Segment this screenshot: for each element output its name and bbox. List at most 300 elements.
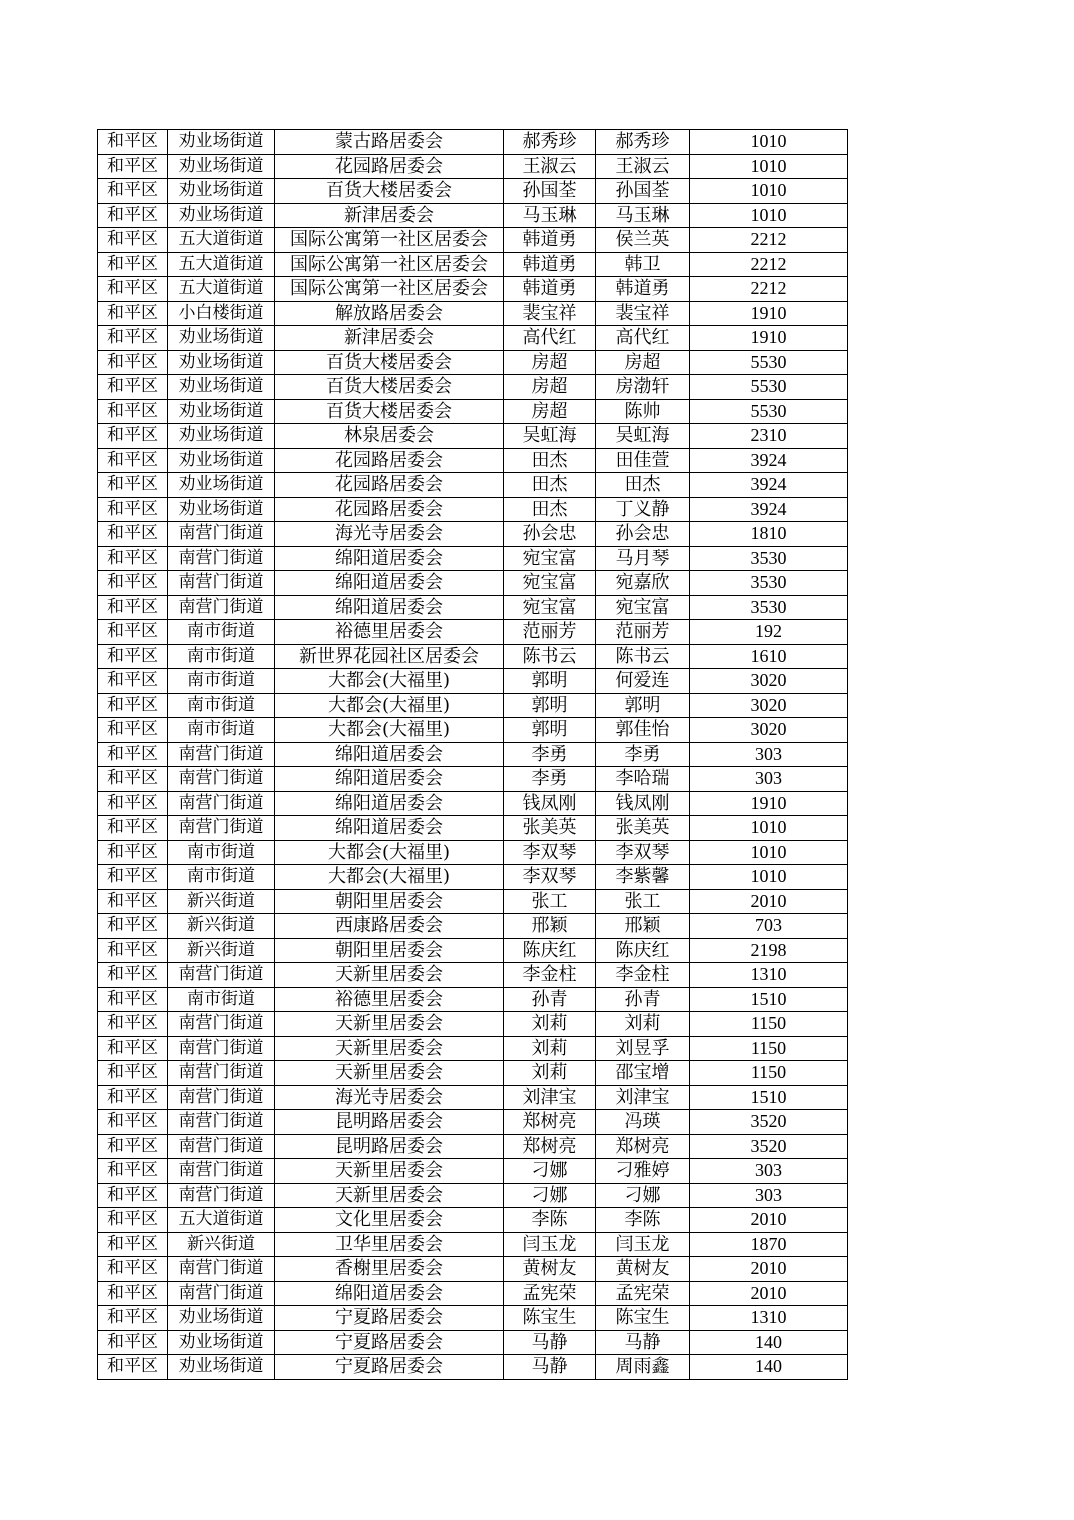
member-cell: 李陈 [596, 1208, 690, 1233]
householder-cell: 李金柱 [504, 963, 596, 988]
amount-cell: 1150 [690, 1036, 848, 1061]
amount-cell: 3020 [690, 693, 848, 718]
table-row [98, 1257, 848, 1282]
street-cell: 劝业场街道 [168, 448, 275, 473]
committee-cell: 昆明路居委会 [275, 1134, 504, 1159]
table-row [98, 693, 848, 718]
district-cell: 和平区 [98, 203, 168, 228]
committee-cell: 花园路居委会 [275, 473, 504, 498]
district-cell: 和平区 [98, 1159, 168, 1184]
district-cell: 和平区 [98, 522, 168, 547]
district-cell: 和平区 [98, 1281, 168, 1306]
amount-cell: 140 [690, 1330, 848, 1355]
householder-cell: 刘莉 [504, 1012, 596, 1037]
member-cell: 田佳萱 [596, 448, 690, 473]
street-cell: 南营门街道 [168, 522, 275, 547]
member-cell: 韩道勇 [596, 277, 690, 302]
street-cell: 南营门街道 [168, 963, 275, 988]
householder-cell: 张工 [504, 889, 596, 914]
member-cell: 郝秀珍 [596, 130, 690, 155]
street-cell: 劝业场街道 [168, 203, 275, 228]
district-cell: 和平区 [98, 277, 168, 302]
street-cell: 劝业场街道 [168, 1330, 275, 1355]
district-cell: 和平区 [98, 595, 168, 620]
member-cell: 高代红 [596, 326, 690, 351]
committee-cell: 国际公寓第一社区居委会 [275, 277, 504, 302]
householder-cell: 刘莉 [504, 1061, 596, 1086]
householder-cell: 马玉琳 [504, 203, 596, 228]
district-cell: 和平区 [98, 301, 168, 326]
table-row [98, 644, 848, 669]
committee-cell: 卫华里居委会 [275, 1232, 504, 1257]
street-cell: 南营门街道 [168, 1085, 275, 1110]
householder-cell: 邢颖 [504, 914, 596, 939]
committee-cell: 大都会(大福里) [275, 865, 504, 890]
member-cell: 吴虹海 [596, 424, 690, 449]
table-row [98, 767, 848, 792]
member-cell: 宛嘉欣 [596, 571, 690, 596]
committee-cell: 绵阳道居委会 [275, 791, 504, 816]
member-cell: 陈帅 [596, 399, 690, 424]
district-cell: 和平区 [98, 644, 168, 669]
committee-cell: 林泉居委会 [275, 424, 504, 449]
amount-cell: 1810 [690, 522, 848, 547]
member-cell: 侯兰英 [596, 228, 690, 253]
member-cell: 闫玉龙 [596, 1232, 690, 1257]
member-cell: 陈庆红 [596, 938, 690, 963]
table-row [98, 669, 848, 694]
district-cell: 和平区 [98, 669, 168, 694]
amount-cell: 1150 [690, 1061, 848, 1086]
table-row [98, 595, 848, 620]
amount-cell: 1910 [690, 301, 848, 326]
amount-cell: 1010 [690, 865, 848, 890]
district-cell: 和平区 [98, 1257, 168, 1282]
member-cell: 周雨鑫 [596, 1355, 690, 1380]
householder-cell: 刁娜 [504, 1159, 596, 1184]
amount-cell: 5530 [690, 375, 848, 400]
committee-cell: 百货大楼居委会 [275, 375, 504, 400]
householder-cell: 郑树亮 [504, 1110, 596, 1135]
member-cell: 邵宝增 [596, 1061, 690, 1086]
amount-cell: 303 [690, 742, 848, 767]
householder-cell: 李双琴 [504, 865, 596, 890]
district-cell: 和平区 [98, 1061, 168, 1086]
district-cell: 和平区 [98, 963, 168, 988]
householder-cell: 田杰 [504, 448, 596, 473]
amount-cell: 1010 [690, 840, 848, 865]
committee-cell: 大都会(大福里) [275, 718, 504, 743]
committee-cell: 绵阳道居委会 [275, 742, 504, 767]
table-row [98, 228, 848, 253]
member-cell: 孙国荃 [596, 179, 690, 204]
member-cell: 陈书云 [596, 644, 690, 669]
committee-cell: 国际公寓第一社区居委会 [275, 228, 504, 253]
householder-cell: 陈庆红 [504, 938, 596, 963]
householder-cell: 张美英 [504, 816, 596, 841]
district-cell: 和平区 [98, 399, 168, 424]
member-cell: 马月琴 [596, 546, 690, 571]
member-cell: 黄树友 [596, 1257, 690, 1282]
table-row [98, 889, 848, 914]
committee-cell: 百货大楼居委会 [275, 350, 504, 375]
amount-cell: 2212 [690, 277, 848, 302]
table-row [98, 1012, 848, 1037]
street-cell: 南营门街道 [168, 791, 275, 816]
table-row [98, 938, 848, 963]
amount-cell: 2212 [690, 228, 848, 253]
amount-cell: 303 [690, 1183, 848, 1208]
district-cell: 和平区 [98, 228, 168, 253]
committee-cell: 海光寺居委会 [275, 1085, 504, 1110]
table-row [98, 742, 848, 767]
committee-cell: 新津居委会 [275, 203, 504, 228]
district-cell: 和平区 [98, 424, 168, 449]
street-cell: 劝业场街道 [168, 326, 275, 351]
householder-cell: 孙国荃 [504, 179, 596, 204]
table-row [98, 130, 848, 155]
amount-cell: 140 [690, 1355, 848, 1380]
table-row [98, 350, 848, 375]
householder-cell: 陈书云 [504, 644, 596, 669]
committee-cell: 新世界花园社区居委会 [275, 644, 504, 669]
member-cell: 邢颖 [596, 914, 690, 939]
member-cell: 张工 [596, 889, 690, 914]
amount-cell: 5530 [690, 350, 848, 375]
table-row [98, 154, 848, 179]
district-cell: 和平区 [98, 889, 168, 914]
street-cell: 南营门街道 [168, 1257, 275, 1282]
amount-cell: 2212 [690, 252, 848, 277]
committee-cell: 昆明路居委会 [275, 1110, 504, 1135]
committee-cell: 西康路居委会 [275, 914, 504, 939]
committee-cell: 朝阳里居委会 [275, 938, 504, 963]
amount-cell: 1310 [690, 1306, 848, 1331]
householder-cell: 郭明 [504, 693, 596, 718]
street-cell: 劝业场街道 [168, 399, 275, 424]
householder-cell: 孙青 [504, 987, 596, 1012]
committee-cell: 天新里居委会 [275, 1183, 504, 1208]
table-row [98, 571, 848, 596]
householder-cell: 王淑云 [504, 154, 596, 179]
member-cell: 刘津宝 [596, 1085, 690, 1110]
committee-cell: 花园路居委会 [275, 497, 504, 522]
district-cell: 和平区 [98, 865, 168, 890]
member-cell: 刘莉 [596, 1012, 690, 1037]
district-cell: 和平区 [98, 1110, 168, 1135]
member-cell: 李金柱 [596, 963, 690, 988]
table-row [98, 277, 848, 302]
committee-cell: 天新里居委会 [275, 1061, 504, 1086]
member-cell: 李勇 [596, 742, 690, 767]
district-cell: 和平区 [98, 742, 168, 767]
amount-cell: 3924 [690, 497, 848, 522]
amount-cell: 1010 [690, 203, 848, 228]
street-cell: 劝业场街道 [168, 473, 275, 498]
street-cell: 五大道街道 [168, 228, 275, 253]
amount-cell: 1010 [690, 130, 848, 155]
district-cell: 和平区 [98, 1306, 168, 1331]
householder-cell: 裴宝祥 [504, 301, 596, 326]
street-cell: 劝业场街道 [168, 154, 275, 179]
district-cell: 和平区 [98, 252, 168, 277]
member-cell: 冯瑛 [596, 1110, 690, 1135]
district-cell: 和平区 [98, 1208, 168, 1233]
street-cell: 劝业场街道 [168, 375, 275, 400]
member-cell: 宛宝富 [596, 595, 690, 620]
amount-cell: 2010 [690, 1281, 848, 1306]
householder-cell: 房超 [504, 399, 596, 424]
street-cell: 五大道街道 [168, 1208, 275, 1233]
committee-cell: 国际公寓第一社区居委会 [275, 252, 504, 277]
amount-cell: 3924 [690, 448, 848, 473]
committee-cell: 新津居委会 [275, 326, 504, 351]
district-cell: 和平区 [98, 1183, 168, 1208]
householder-cell: 田杰 [504, 497, 596, 522]
amount-cell: 3520 [690, 1110, 848, 1135]
data-table [97, 129, 848, 1380]
district-cell: 和平区 [98, 840, 168, 865]
table-row [98, 620, 848, 645]
member-cell: 孙会忠 [596, 522, 690, 547]
amount-cell: 2010 [690, 1208, 848, 1233]
householder-cell: 房超 [504, 350, 596, 375]
street-cell: 五大道街道 [168, 252, 275, 277]
committee-cell: 绵阳道居委会 [275, 546, 504, 571]
district-cell: 和平区 [98, 816, 168, 841]
district-cell: 和平区 [98, 571, 168, 596]
district-cell: 和平区 [98, 718, 168, 743]
table-row [98, 546, 848, 571]
district-cell: 和平区 [98, 914, 168, 939]
district-cell: 和平区 [98, 791, 168, 816]
householder-cell: 房超 [504, 375, 596, 400]
table-row [98, 1306, 848, 1331]
amount-cell: 3020 [690, 718, 848, 743]
amount-cell: 3924 [690, 473, 848, 498]
committee-cell: 绵阳道居委会 [275, 767, 504, 792]
householder-cell: 韩道勇 [504, 277, 596, 302]
street-cell: 新兴街道 [168, 889, 275, 914]
member-cell: 李哈瑞 [596, 767, 690, 792]
amount-cell: 1510 [690, 1085, 848, 1110]
street-cell: 南市街道 [168, 693, 275, 718]
householder-cell: 吴虹海 [504, 424, 596, 449]
district-cell: 和平区 [98, 375, 168, 400]
amount-cell: 1510 [690, 987, 848, 1012]
street-cell: 劝业场街道 [168, 424, 275, 449]
amount-cell: 3530 [690, 595, 848, 620]
householder-cell: 高代红 [504, 326, 596, 351]
committee-cell: 百货大楼居委会 [275, 179, 504, 204]
street-cell: 南营门街道 [168, 1012, 275, 1037]
member-cell: 裴宝祥 [596, 301, 690, 326]
street-cell: 南市街道 [168, 644, 275, 669]
table-row [98, 1061, 848, 1086]
committee-cell: 绵阳道居委会 [275, 1281, 504, 1306]
district-cell: 和平区 [98, 620, 168, 645]
district-cell: 和平区 [98, 1036, 168, 1061]
member-cell: 李双琴 [596, 840, 690, 865]
amount-cell: 1910 [690, 791, 848, 816]
committee-cell: 海光寺居委会 [275, 522, 504, 547]
member-cell: 郭佳怡 [596, 718, 690, 743]
member-cell: 田杰 [596, 473, 690, 498]
table-row [98, 840, 848, 865]
amount-cell: 303 [690, 1159, 848, 1184]
householder-cell: 李陈 [504, 1208, 596, 1233]
amount-cell: 3530 [690, 546, 848, 571]
committee-cell: 宁夏路居委会 [275, 1355, 504, 1380]
district-cell: 和平区 [98, 473, 168, 498]
committee-cell: 解放路居委会 [275, 301, 504, 326]
amount-cell: 1870 [690, 1232, 848, 1257]
householder-cell: 宛宝富 [504, 595, 596, 620]
street-cell: 五大道街道 [168, 277, 275, 302]
committee-cell: 天新里居委会 [275, 1012, 504, 1037]
street-cell: 劝业场街道 [168, 350, 275, 375]
committee-cell: 百货大楼居委会 [275, 399, 504, 424]
district-cell: 和平区 [98, 693, 168, 718]
member-cell: 孙青 [596, 987, 690, 1012]
table-row [98, 301, 848, 326]
street-cell: 南营门街道 [168, 1036, 275, 1061]
amount-cell: 703 [690, 914, 848, 939]
district-cell: 和平区 [98, 1134, 168, 1159]
committee-cell: 绵阳道居委会 [275, 816, 504, 841]
street-cell: 新兴街道 [168, 914, 275, 939]
member-cell: 张美英 [596, 816, 690, 841]
committee-cell: 天新里居委会 [275, 1036, 504, 1061]
street-cell: 南营门街道 [168, 595, 275, 620]
committee-cell: 大都会(大福里) [275, 693, 504, 718]
member-cell: 李紫馨 [596, 865, 690, 890]
table-row [98, 1281, 848, 1306]
member-cell: 房渤轩 [596, 375, 690, 400]
table-body [98, 130, 848, 1380]
street-cell: 劝业场街道 [168, 1355, 275, 1380]
householder-cell: 钱凤刚 [504, 791, 596, 816]
committee-cell: 宁夏路居委会 [275, 1306, 504, 1331]
street-cell: 劝业场街道 [168, 179, 275, 204]
amount-cell: 1150 [690, 1012, 848, 1037]
committee-cell: 蒙古路居委会 [275, 130, 504, 155]
street-cell: 南营门街道 [168, 546, 275, 571]
amount-cell: 1010 [690, 154, 848, 179]
street-cell: 南营门街道 [168, 1159, 275, 1184]
street-cell: 新兴街道 [168, 938, 275, 963]
table-row [98, 1232, 848, 1257]
table-row [98, 203, 848, 228]
district-cell: 和平区 [98, 154, 168, 179]
district-cell: 和平区 [98, 1355, 168, 1380]
committee-cell: 天新里居委会 [275, 1159, 504, 1184]
householder-cell: 田杰 [504, 473, 596, 498]
district-cell: 和平区 [98, 350, 168, 375]
street-cell: 南市街道 [168, 865, 275, 890]
householder-cell: 郑树亮 [504, 1134, 596, 1159]
district-cell: 和平区 [98, 497, 168, 522]
householder-cell: 孟宪荣 [504, 1281, 596, 1306]
amount-cell: 2010 [690, 889, 848, 914]
member-cell: 马玉琳 [596, 203, 690, 228]
member-cell: 刁娜 [596, 1183, 690, 1208]
committee-cell: 绵阳道居委会 [275, 571, 504, 596]
householder-cell: 陈宝生 [504, 1306, 596, 1331]
householder-cell: 马静 [504, 1330, 596, 1355]
householder-cell: 刁娜 [504, 1183, 596, 1208]
householder-cell: 李双琴 [504, 840, 596, 865]
street-cell: 南市街道 [168, 718, 275, 743]
table-row [98, 1208, 848, 1233]
table-row [98, 1110, 848, 1135]
street-cell: 劝业场街道 [168, 1306, 275, 1331]
street-cell: 南市街道 [168, 669, 275, 694]
householder-cell: 宛宝富 [504, 571, 596, 596]
committee-cell: 绵阳道居委会 [275, 595, 504, 620]
amount-cell: 1910 [690, 326, 848, 351]
street-cell: 南营门街道 [168, 571, 275, 596]
district-cell: 和平区 [98, 546, 168, 571]
householder-cell: 李勇 [504, 767, 596, 792]
amount-cell: 1010 [690, 179, 848, 204]
member-cell: 刁雅婷 [596, 1159, 690, 1184]
householder-cell: 马静 [504, 1355, 596, 1380]
committee-cell: 裕德里居委会 [275, 620, 504, 645]
table-row [98, 497, 848, 522]
member-cell: 陈宝生 [596, 1306, 690, 1331]
district-cell: 和平区 [98, 767, 168, 792]
table-row [98, 522, 848, 547]
committee-cell: 大都会(大福里) [275, 669, 504, 694]
street-cell: 南营门街道 [168, 1281, 275, 1306]
householder-cell: 郝秀珍 [504, 130, 596, 155]
member-cell: 王淑云 [596, 154, 690, 179]
householder-cell: 范丽芳 [504, 620, 596, 645]
householder-cell: 郭明 [504, 669, 596, 694]
table-row [98, 375, 848, 400]
amount-cell: 2310 [690, 424, 848, 449]
householder-cell: 刘莉 [504, 1036, 596, 1061]
table-row [98, 1183, 848, 1208]
householder-cell: 韩道勇 [504, 228, 596, 253]
householder-cell: 宛宝富 [504, 546, 596, 571]
table-row [98, 1134, 848, 1159]
amount-cell: 1610 [690, 644, 848, 669]
table-row [98, 963, 848, 988]
householder-cell: 韩道勇 [504, 252, 596, 277]
district-cell: 和平区 [98, 1012, 168, 1037]
householder-cell: 闫玉龙 [504, 1232, 596, 1257]
table-row [98, 252, 848, 277]
table-row [98, 448, 848, 473]
amount-cell: 1010 [690, 816, 848, 841]
street-cell: 南营门街道 [168, 1061, 275, 1086]
householder-cell: 郭明 [504, 718, 596, 743]
committee-cell: 大都会(大福里) [275, 840, 504, 865]
street-cell: 南营门街道 [168, 1134, 275, 1159]
street-cell: 南市街道 [168, 620, 275, 645]
district-cell: 和平区 [98, 448, 168, 473]
street-cell: 南营门街道 [168, 767, 275, 792]
table-row [98, 1085, 848, 1110]
member-cell: 马静 [596, 1330, 690, 1355]
table-row [98, 1159, 848, 1184]
district-cell: 和平区 [98, 179, 168, 204]
member-cell: 钱凤刚 [596, 791, 690, 816]
member-cell: 何爱连 [596, 669, 690, 694]
street-cell: 南营门街道 [168, 1110, 275, 1135]
